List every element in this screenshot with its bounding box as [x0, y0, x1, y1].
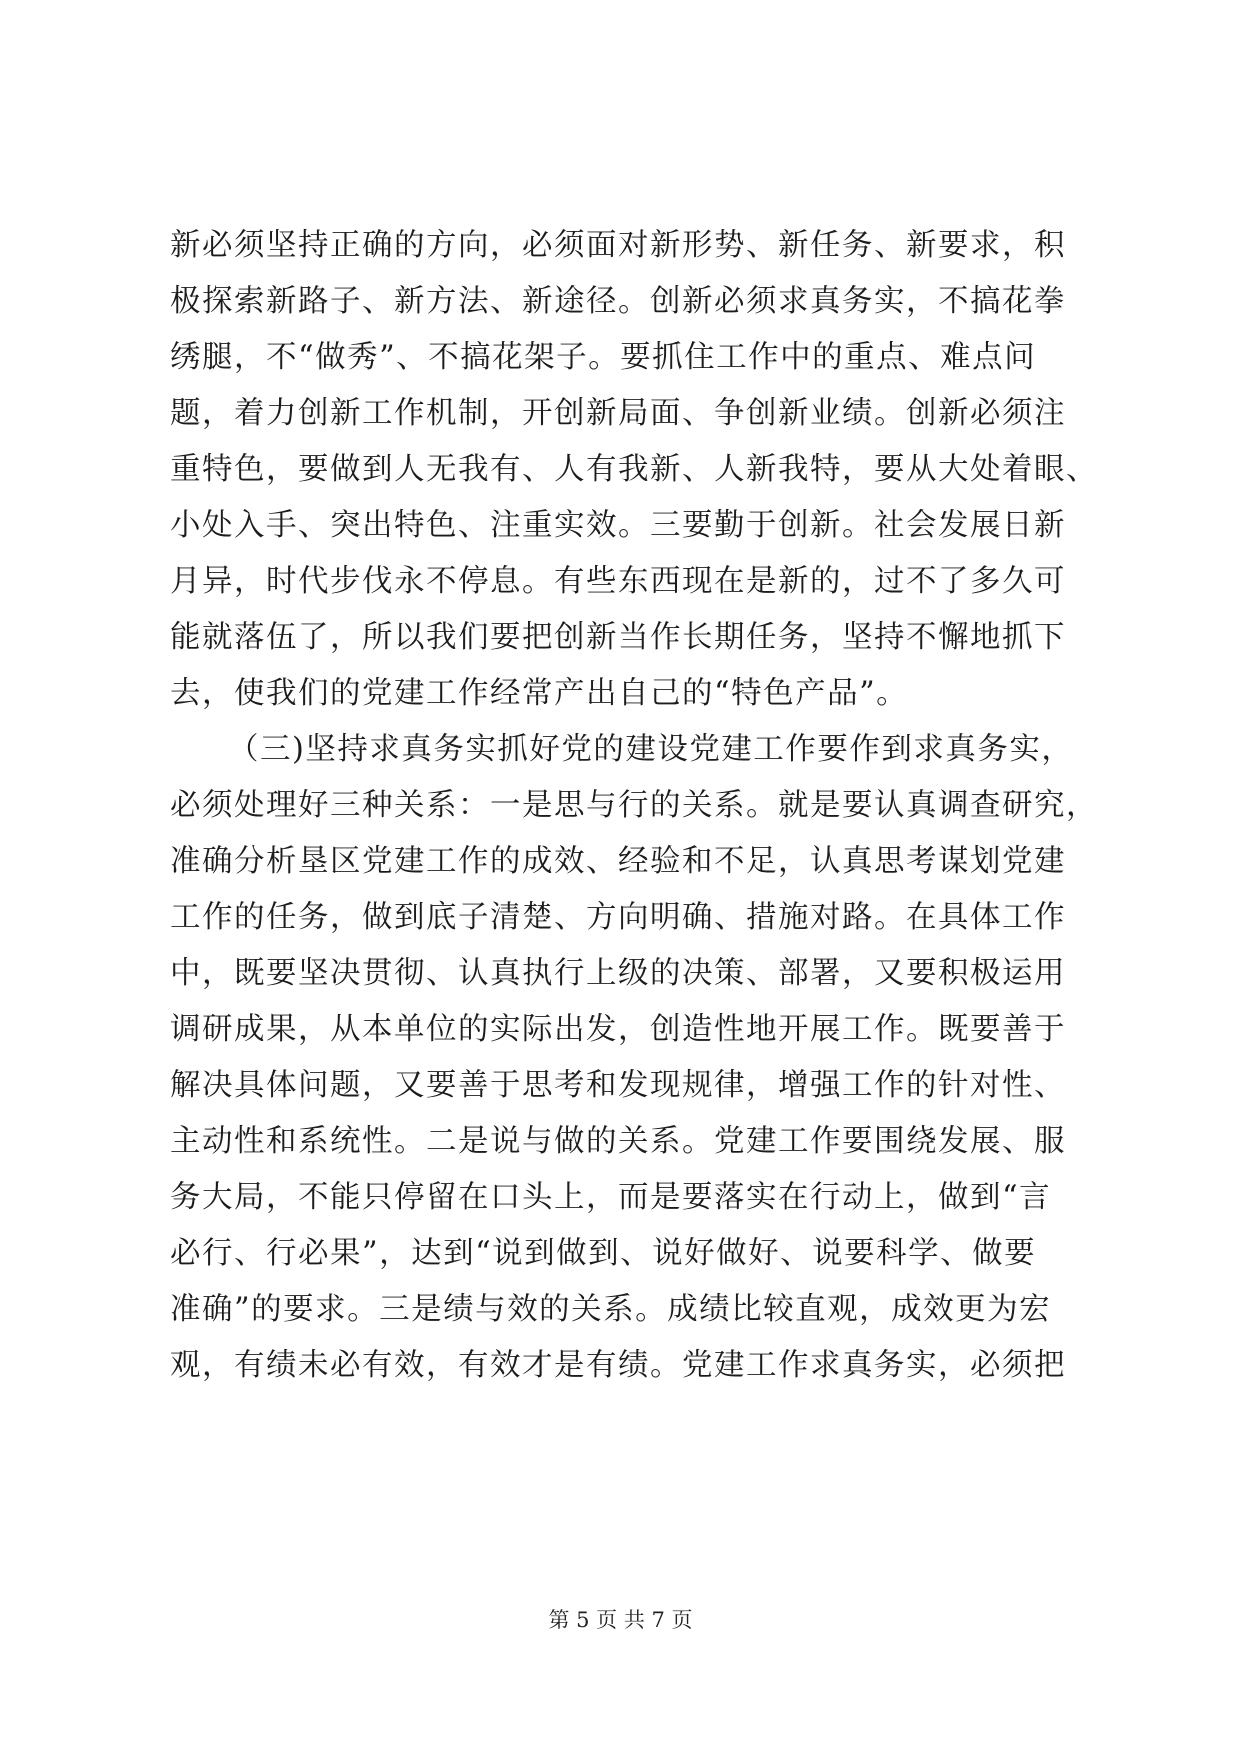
- text-line: 务大局，不能只停留在口头上，而是要落实在行动上，做到“言: [170, 1180, 1052, 1215]
- text-line: 题，着力创新工作机制，开创新局面、争创新业绩。创新必须注: [170, 396, 1066, 431]
- text-line: 新必须坚持正确的方向，必须面对新形势、新任务、新要求，积: [170, 228, 1066, 263]
- text-line: 绣腿，不“做秀”、不搞花架子。要抓住工作中的重点、难点问: [170, 340, 1037, 375]
- text-line: 中，既要坚决贯彻、认真执行上级的决策、部署，又要积极运用: [170, 956, 1066, 991]
- text-line: 准确”的要求。三是绩与效的关系。成绩比较直观，成效更为宏: [170, 1292, 1052, 1327]
- text-line: 主动性和系统性。二是说与做的关系。党建工作要围绕发展、服: [170, 1124, 1066, 1159]
- text-line: 观，有绩未必有效，有效才是有绩。党建工作求真务实，必须把: [170, 1348, 1066, 1383]
- text-line: 月异，时代步伐永不停息。有些东西现在是新的，过不了多久可: [170, 564, 1066, 599]
- page-footer: 第 5 页 共 7 页: [548, 1608, 693, 1632]
- text-line: 解决具体问题，又要善于思考和发现规律，增强工作的针对性、: [170, 1068, 1066, 1103]
- text-line: 能就落伍了，所以我们要把创新当作长期任务，坚持不懈地抓下: [170, 620, 1066, 655]
- text-line: 必须处理好三种关系：一是思与行的关系。就是要认真调查研究，: [170, 788, 1098, 823]
- text-line: 去，使我们的党建工作经常产出自己的“特色产品”。: [170, 676, 909, 711]
- text-line: 调研成果，从本单位的实际出发，创造性地开展工作。既要善于: [170, 1012, 1066, 1047]
- text-line: 必行、行必果”，达到“说到做到、说好做好、说要科学、做要: [170, 1236, 1037, 1271]
- text-line: 重特色，要做到人无我有、人有我新、人新我特，要从大处着眼、: [170, 452, 1098, 487]
- text-line: 小处入手、突出特色、注重实效。三要勤于创新。社会发展日新: [170, 508, 1066, 543]
- text-line: 准确分析垦区党建工作的成效、经验和不足，认真思考谋划党建: [170, 844, 1066, 879]
- paragraph-start-line: （三)坚持求真务实抓好党的建设党建工作要作到求真务实，: [228, 732, 1074, 767]
- text-line: 工作的任务，做到底子清楚、方向明确、措施对路。在具体工作: [170, 900, 1066, 935]
- text-line: 极探索新路子、新方法、新途径。创新必须求真务实，不搞花拳: [170, 284, 1066, 319]
